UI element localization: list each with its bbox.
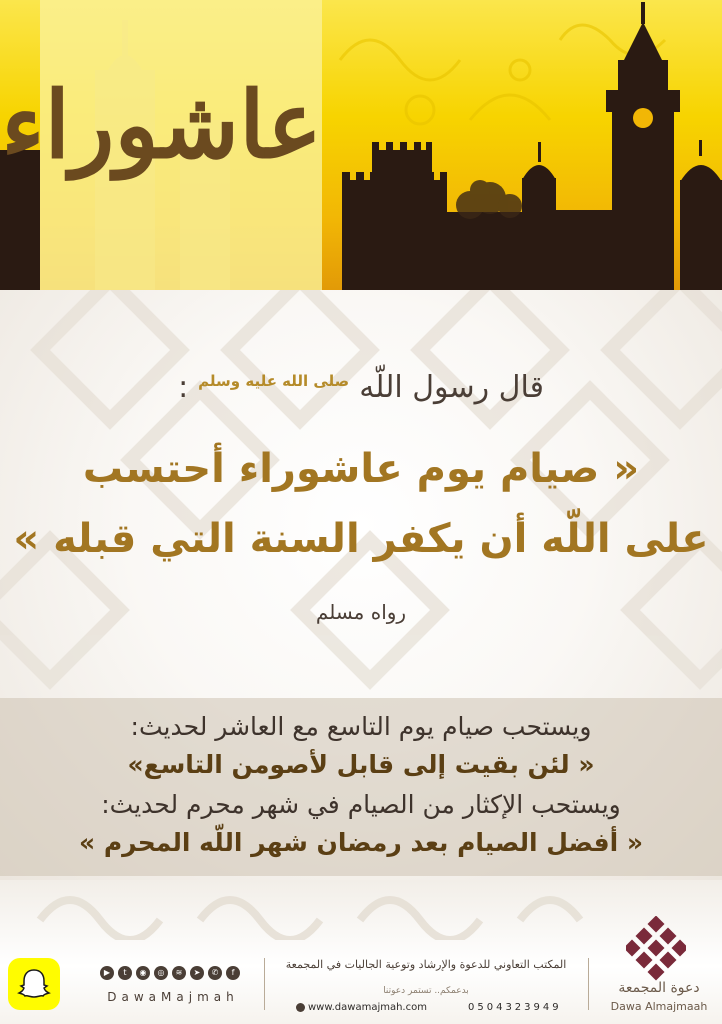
prophet-quote-intro xyxy=(0,370,722,405)
snapchat-icon[interactable]: ◉ xyxy=(136,966,150,980)
globe-icon xyxy=(296,1003,305,1012)
band-line-1: ويستحب صيام يوم التاسع مع العاشر لحديث: xyxy=(130,712,592,741)
website-link[interactable] xyxy=(296,1002,427,1013)
honorific-pbuh-glyph: صلى الله عليه وسلم xyxy=(198,372,350,390)
footer-watermark-pattern xyxy=(0,880,722,940)
support-slogan: بدعمكم.. تستمر دعوتنا xyxy=(383,986,469,996)
social-icons-row xyxy=(100,966,240,980)
dawa-almajmaah-logo-icon xyxy=(626,916,686,982)
footer-divider-right xyxy=(588,958,589,1010)
hadith-line-2: على اللّه أن يكفر السنة التي قبله » xyxy=(13,516,709,562)
social-handle: DawaMajmah xyxy=(107,990,239,1004)
footer-divider-left xyxy=(264,958,265,1010)
logo-arabic-name: دعوة المجمعة xyxy=(618,980,700,996)
youtube-icon[interactable]: ▶ xyxy=(100,966,114,980)
logo-english-name: Dawa Almajmaah xyxy=(610,1000,708,1013)
header-banner xyxy=(0,0,722,290)
telegram-icon[interactable]: ➤ xyxy=(190,966,204,980)
phone-number[interactable]: 0504323949 xyxy=(468,1002,562,1013)
hadith-line-1: « صيام يوم عاشوراء أحتسب xyxy=(82,446,640,492)
intro-colon: : xyxy=(178,370,189,405)
whatsapp-icon[interactable]: ✆ xyxy=(208,966,222,980)
website-url: www.dawamajmah.com xyxy=(308,1002,427,1013)
twitter-icon[interactable]: t xyxy=(118,966,132,980)
band-line-2: « لئن بقيت إلى قابل لأصومن التاسع» xyxy=(127,750,595,779)
soundcloud-icon[interactable]: ≋ xyxy=(172,966,186,980)
hadith-narrator: رواه مسلم xyxy=(315,600,407,624)
snapchat-qr-icon[interactable] xyxy=(8,958,60,1010)
office-name-calligraphy: المكتب التعاوني للدعوة والإرشاد وتوعية الجاليات في المجمعة xyxy=(285,958,567,971)
ashura-calligraphy-title: عاشوراء xyxy=(1,71,322,179)
ghost-icon xyxy=(16,966,52,1002)
facebook-icon[interactable]: f xyxy=(226,966,240,980)
instagram-icon[interactable]: ◎ xyxy=(154,966,168,980)
band-line-3: ويستحب الإكثار من الصيام في شهر محرم لحديث: xyxy=(101,790,621,819)
band-line-4: « أفضل الصيام بعد رمضان شهر اللّه المحرم » xyxy=(78,828,644,857)
intro-text: قال رسول اللّه xyxy=(359,370,544,405)
